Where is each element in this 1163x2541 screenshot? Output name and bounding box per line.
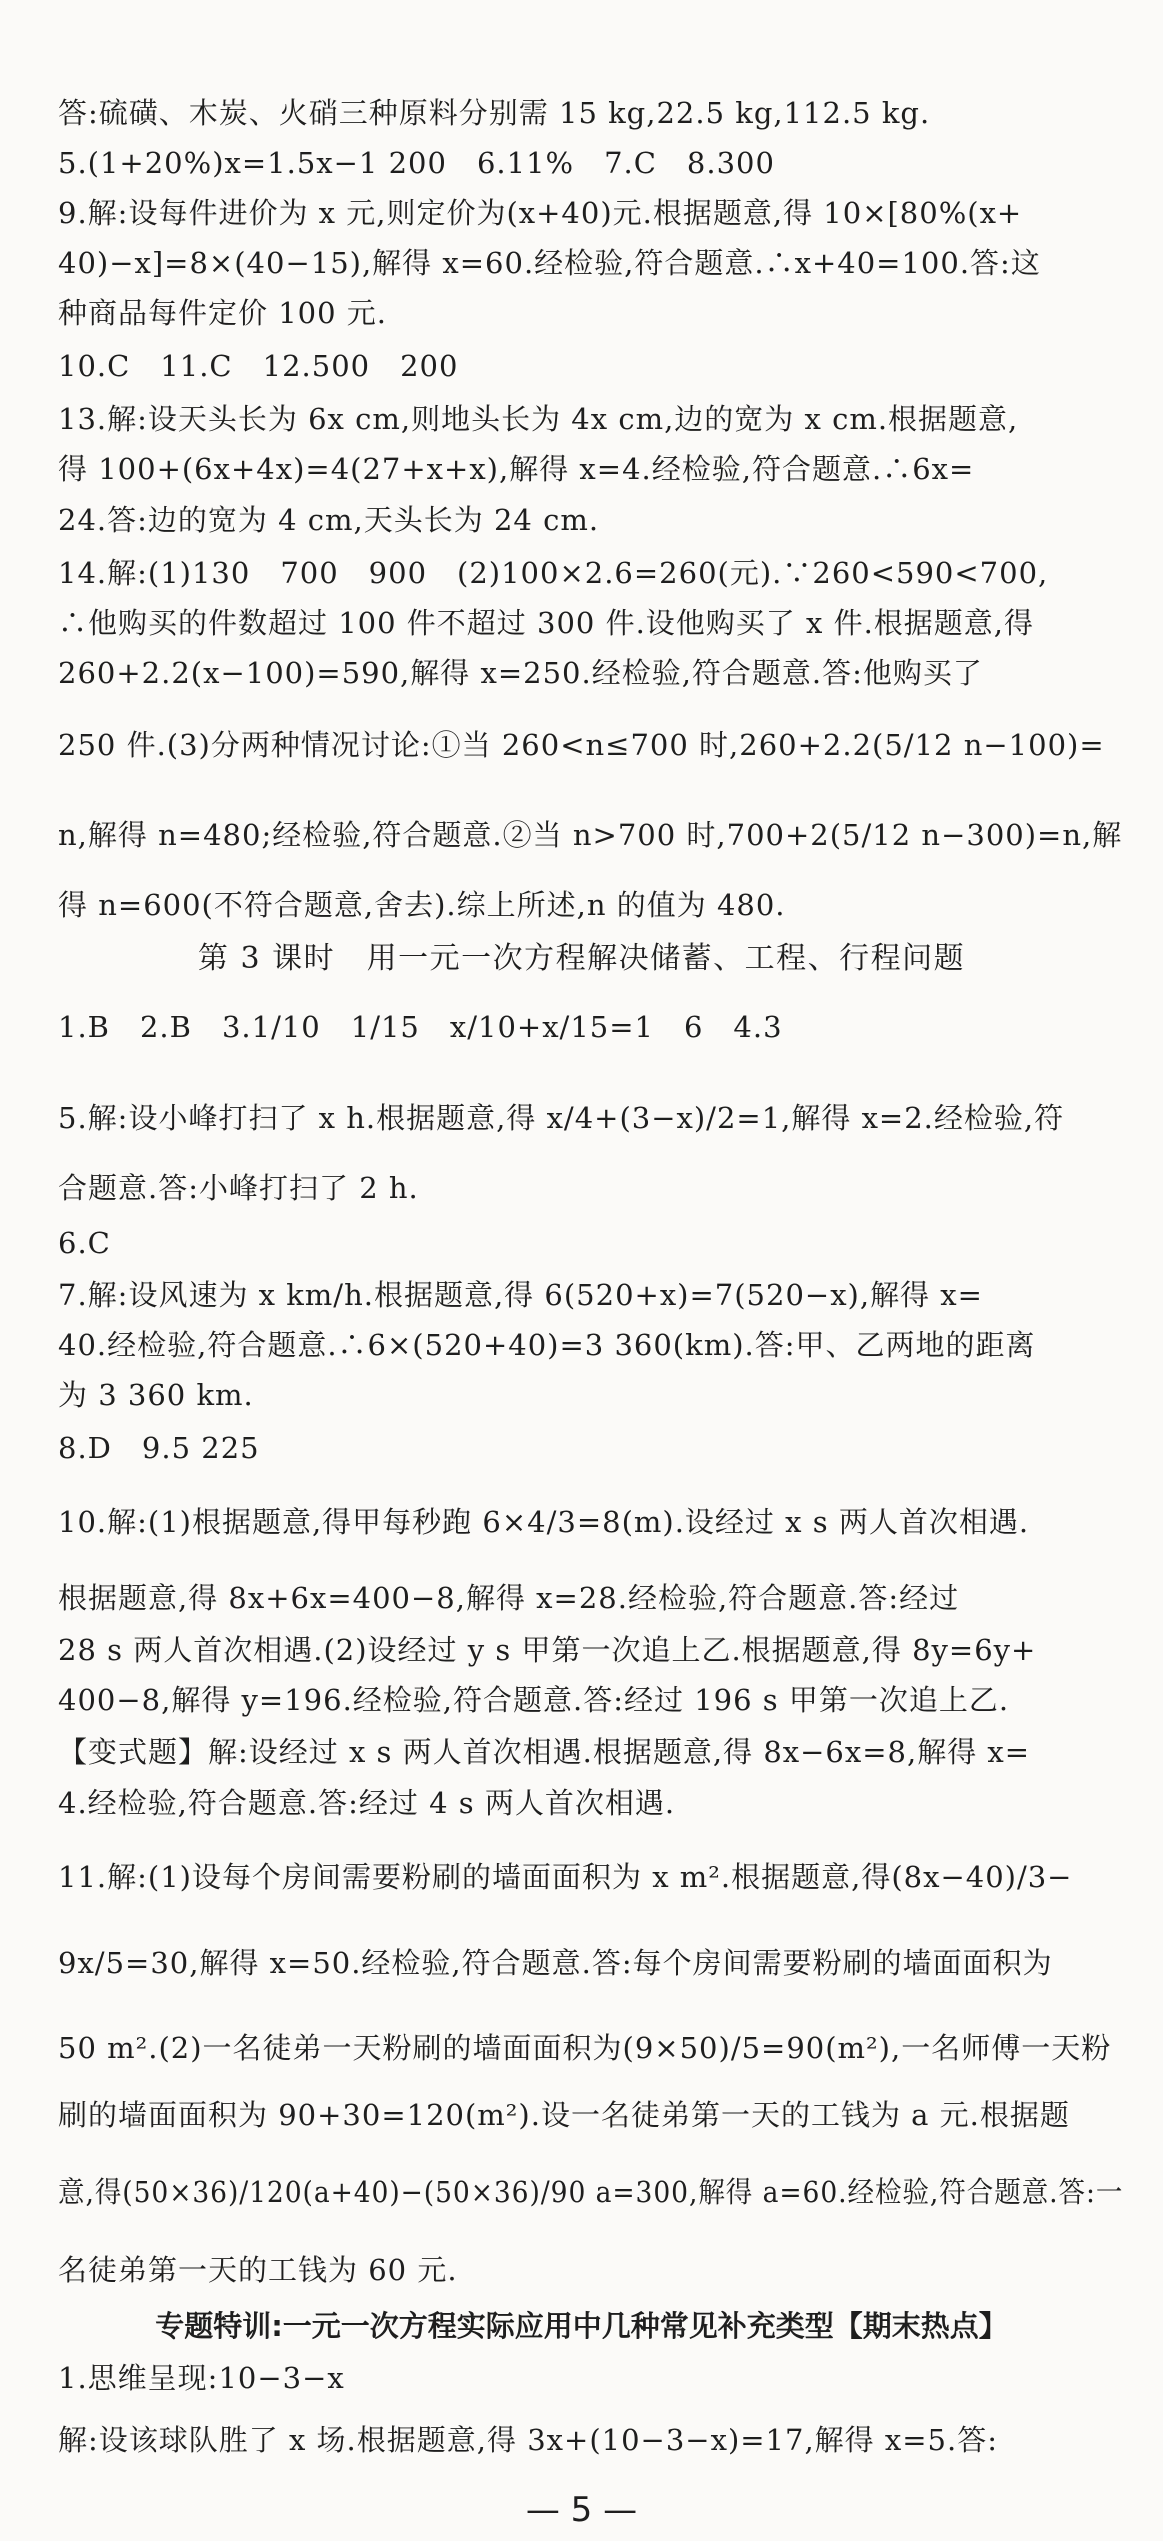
text-line: n,解得 n=480;经检验,符合题意.②当 n>700 时,700+2(5/12 n−300)=n,解	[58, 818, 1123, 852]
section-title: 第 3 课时 用一元一次方程解决储蓄、工程、行程问题	[197, 941, 966, 976]
text-line: 1.思维呈现:10−3−x	[58, 2361, 345, 2395]
text-line: 40.经检验,符合题意.∴6×(520+40)=3 360(km).答:甲、乙两地的距离	[58, 1328, 1036, 1362]
text-line: 合题意.答:小峰打扫了 2 h.	[58, 1171, 419, 1205]
page-number: — 5 —	[525, 2490, 638, 2530]
text-line: 10.C 11.C 12.500 200	[58, 349, 459, 383]
text-line: 4.经检验,符合题意.答:经过 4 s 两人首次相遇.	[58, 1786, 676, 1820]
text-line: 260+2.2(x−100)=590,解得 x=250.经检验,符合题意.答:他购买了	[58, 656, 983, 690]
text-line: 5.解:设小峰打扫了 x h.根据题意,得 x/4+(3−x)/2=1,解得 x=2.经检验,符	[58, 1101, 1065, 1135]
text-line: 9x/5=30,解得 x=50.经检验,符合题意.答:每个房间需要粉刷的墙面面积为	[58, 1946, 1053, 1980]
text-line: 刷的墙面面积为 90+30=120(m²).设一名徒弟第一天的工钱为 a 元.根据题	[58, 2098, 1070, 2132]
text-line: 40)−x]=8×(40−15),解得 x=60.经检验,符合题意.∴x+40=100.答:这	[58, 246, 1041, 280]
text-line: 11.解:(1)设每个房间需要粉刷的墙面面积为 x m².根据题意,得(8x−40)/3−	[58, 1860, 1073, 1894]
text-line: 名徒弟第一天的工钱为 60 元.	[58, 2253, 458, 2287]
text-line: 1.B 2.B 3.1/10 1/15 x/10+x/15=1 6 4.3	[58, 1010, 783, 1044]
text-line: ∴他购买的件数超过 100 件不超过 300 件.设他购买了 x 件.根据题意,得	[58, 606, 1035, 640]
text-line: 得 n=600(不符合题意,舍去).综上所述,n 的值为 480.	[58, 888, 786, 922]
text-line: 得 100+(6x+4x)=4(27+x+x),解得 x=4.经检验,符合题意.∴6x=	[58, 452, 975, 486]
text-line: 解:设该球队胜了 x 场.根据题意,得 3x+(10−3−x)=17,解得 x=5.答:	[58, 2423, 998, 2457]
text-line: 根据题意,得 8x+6x=400−8,解得 x=28.经检验,符合题意.答:经过	[58, 1581, 960, 1615]
text-line: 5.(1+20%)x=1.5x−1 200 6.11% 7.C 8.300	[58, 146, 775, 180]
text-line: 250 件.(3)分两种情况讨论:①当 260<n≤700 时,260+2.2(5/12 n−100)=	[58, 728, 1105, 762]
text-line: 【变式题】解:设经过 x s 两人首次相遇.根据题意,得 8x−6x=8,解得 x=	[58, 1735, 1031, 1769]
text-line: 6.C	[58, 1226, 111, 1260]
text-line: 14.解:(1)130 700 900 (2)100×2.6=260(元).∵260<590<700,	[58, 556, 1049, 590]
text-line: 50 m².(2)一名徒弟一天粉刷的墙面面积为(9×50)/5=90(m²),一名师傅一天粉	[58, 2031, 1112, 2065]
text-line: 答:硫磺、木炭、火硝三种原料分别需 15 kg,22.5 kg,112.5 kg.	[58, 96, 931, 130]
section-title: 专题特训:一元一次方程实际应用中几种常见补充类型【期末热点】	[155, 2309, 1008, 2343]
text-line: 种商品每件定价 100 元.	[58, 296, 388, 330]
text-line: 8.D 9.5 225	[58, 1431, 260, 1465]
text-line: 400−8,解得 y=196.经检验,符合题意.答:经过 196 s 甲第一次追上乙.	[58, 1683, 1010, 1717]
text-line: 意,得(50×36)/120(a+40)−(50×36)/90 a=300,解得 a=60.经检验,符合题意.答:一	[58, 2175, 1124, 2209]
text-line: 28 s 两人首次相遇.(2)设经过 y s 甲第一次追上乙.根据题意,得 8y=6y+	[58, 1633, 1037, 1667]
text-line: 7.解:设风速为 x km/h.根据题意,得 6(520+x)=7(520−x),解得 x=	[58, 1278, 983, 1312]
text-line: 为 3 360 km.	[58, 1378, 254, 1412]
text-line: 9.解:设每件进价为 x 元,则定价为(x+40)元.根据题意,得 10×[80%(x+	[58, 196, 1023, 230]
text-line: 24.答:边的宽为 4 cm,天头长为 24 cm.	[58, 503, 600, 537]
text-line: 10.解:(1)根据题意,得甲每秒跑 6×4/3=8(m).设经过 x s 两人首次相遇.	[58, 1505, 1030, 1539]
text-line: 13.解:设天头长为 6x cm,则地头长为 4x cm,边的宽为 x cm.根据题意,	[58, 402, 1019, 436]
